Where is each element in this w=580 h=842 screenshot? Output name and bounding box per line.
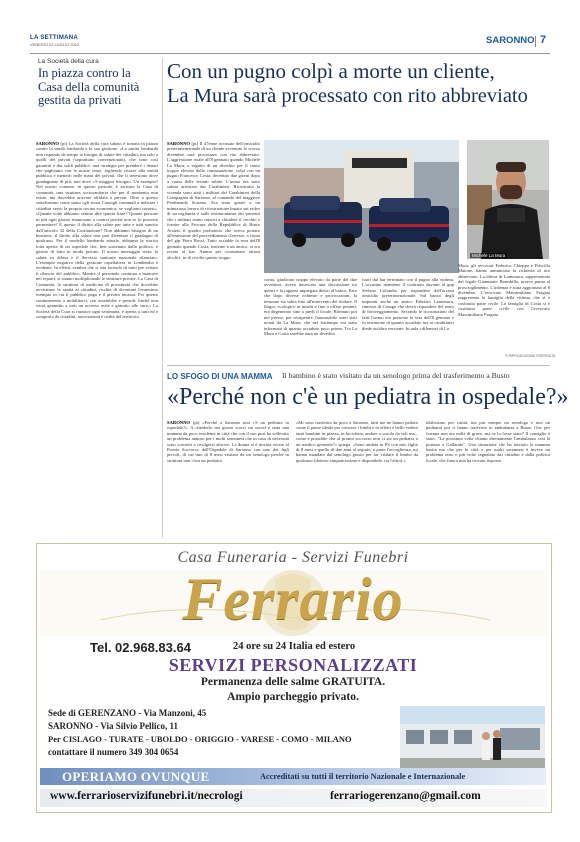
advert-email[interactable]: ferrariogerenzano@gmail.com [330, 790, 481, 802]
section-name: SARONNO [486, 35, 535, 46]
advert-phone[interactable]: Tel. 02.968.83.64 [90, 640, 191, 655]
carabinieri-photo [264, 140, 459, 273]
main-col4: Mura, gli avvocati Federico Chieppa e Priscilla Maione, hanno annunciato la richiesta di rito abbreviato. La difesa di Lamonaca, rappresentata dal legale Gianmario Brambilla, invece punta al proscioglimento. L'udienza è stata aggiornata al 6 dicembre. L'avvocato Massimiliano Fragata rappresenta la famiglia della vittima, che si è costituita parte civile. La famiglia di Costa si è costituita parte civile con l'avvocato Massimiliano Fragata. [458, 263, 550, 317]
side-body: «La sanità lombarda non risponde da tempo ai bisogni di salute dei cittadini, ma solo a quelli dei privati (soprattutto convenzionati), che sono così garantiti e dai soldi pubblici: una strategia per prendere i denari che paghiamo con le nostre tasse, togliendo risorse alla sanità pubblica e metterli nelle mani dei privati, che li investono dove guadagnano di più, non dove c'è maggior bisogno. Un esempio? Nel nostro comune, in questo periodo, è arrivata la Casa di comunità, una struttura sociosanitaria che per il momento non esiste, ma dovrebbe arrivare affidata a privati. Oltre a questo sottolineano come siano «gli stessi Consigli comunali a indicare i cittadini verso la propria rovina economica, se vogliono curarsi». «Quante volte abbiamo sentito dire questa frase? Quante persone in più ogni giorno rinunciano a curarsi perché non se lo possono permettere? E questo il diritto alla salute per tutte e tutti sancito dall'articolo 32 della Costituzione? Non abbiamo bisogno di un business: il diritto alla salute non può diventare il guadagno di qualcuno. Per il modello lombardo attuale, abbiamo la storica lotta aperta di un ospedale che, ben sostenuto dalla politica, è gestito di fatto in modo privato. Il nostro messaggio resta: la salute va difesa e il Servizio sanitario nazionale rilanciato. L'esempio negativo della gestione ospedaliera in Lombardia è evidente. In effetti, sembra che si stia facendo di tutto per evitare il rilancio del pubblico. Mentre il personale continua a mancare nei reparti, si stanno moltiplicando le strutture private. La Casa di Comunità, la struttura di medicina di prossimità che dovrebbe avvicinare la sanità ai cittadini, rischia di diventare l'ennesimo esempio in cui il pubblico paga e il privato incassa. Per questo continueremo a mobilitarci, con assemblee e presidi, finché non verrà garantito a tutti un accesso reale e gratuito alle cure.» La Società della Cura si riunisce ogni settimana, è aperta a tutti ed è composta da cittadini, associazioni e realtà del territorio. [36, 146, 158, 319]
main-dateline: SARONNO [167, 141, 190, 146]
pediatra-col3: tibilissimo per carità, ma pur sempre un senologo e non un pediatra) poi ci hanno trasferito in ambulanza a Busto. Ora, per fortuna non era nulla di grave, ma se lo fosse stato? Il consiglio è stato: "La prossima volta chiami direttamente l'ambulanza così la portano a Gallarate". Una situazione che ha lasciato la mamma basita ma che per la città e per molti saronnesi è invece un problema noto e più volte segnalato dai cittadini e dalla politica locale, che finora non ha trovato risposte. [426, 420, 550, 463]
side-kicker: La Società della cura [38, 58, 99, 65]
advert-services-title: SERVIZI PERSONALIZZATI [168, 655, 418, 675]
advert-services-line1: Permanenza delle salme GRATUITA. [200, 676, 386, 688]
side-title: In piazza contro la Casa della comunità gestita da privati [38, 66, 140, 107]
advert-heading: Casa Funeraria - Servizi Funebri [177, 549, 409, 566]
advert-accredited: Accreditati su tutti il territorio Nazionale e Internazionale [260, 772, 466, 781]
advert-address-gerenzano: Sede di GERENZANO - Via Manzoni, 45 [48, 708, 207, 718]
page-number: 7 [540, 34, 547, 46]
main-col2: conto, giudicato troppo elevato da parte del due avventori, aveva innescato una discussione tra questi e la ragazza impiegata dietro al banco. Pare che dopo diverse richieste e provocazioni, la tensione sia salita fino all'intervento del titolare. Il litigio, ecologico in insulti e fino a offese pesanti, era degenerato sino a piedi il locale. Ritenuto poi nel presso, per recuperare l'automobile sono stati notati da La Mura, che nel frattempo era stato informato di quanto accaduto poco prima. Tra La Mura e Costa sarebbe nata un diverbio [264, 277, 357, 337]
advert-phone-note: 24 ore su 24 Italia ed estero [233, 641, 356, 652]
ferrario-logo: Ferrario [182, 566, 404, 632]
side-dateline: SARONNO [36, 141, 59, 146]
advert-building-photo [400, 706, 545, 768]
main-col3: fuori dal bar terminato con il pugno alla vittima. L'accusato mantiene il contrasto davanti al gup Stefano Colombo per rispondere dell'accusa omicidio preterintenzionale. Sul banco degli imputati anche un amico Fabrizio Lamonaca, rimesso di Cusago che dovrà rispondere del reato di favoreggiamento. Secondo le ricostruzioni del fatti l'uomo era presente la sera dell'8 gennaio e fu testimone di quanto accaduto ma ai carabinieri diede un'altra versione. In aula i difensori di La [362, 277, 454, 331]
advert-website[interactable]: www.ferrarioservizifunebri.it/necrologi [50, 790, 243, 802]
pediatra-dateline: SARONNO [167, 420, 190, 425]
pediatra-col1 [167, 420, 289, 538]
portrait-caption: Michele La Mura [472, 253, 506, 258]
masthead-paper: LA SETTIMANA [30, 35, 79, 41]
pediatra-subtitle: Il bambino è stato visitato da un senologo prima del trasferimento a Busto [282, 371, 510, 380]
pediatra-col1-text: (pi) «Perché a Saronno non c'è un pediatra in ospedale?». A chiederlo nei giorni scorsi sui social è stata una mamma da poco residente in città che con il suo post ha sollevato un problema annoso per i molti saronnesi che in caso di necessità sono costretti a rivolgersi altrove. La donna si è dovuta recare al Pronto Soccorso dell'Ospedale di Saronno con uno dei figli piccoli, di cui uno di 8 mesi visitato da un senologo perché in struttura non c'era un pediatra. [167, 420, 289, 463]
pediatra-title: «Perché non c'è un pediatra in ospedale?» [167, 384, 569, 410]
pediatra-col2: «Mi sono trasferita da poco a Saronno, tutti me ne hanno parlato come il paese ideale per crescere i bimbi e in effetti è bello vedere tanti bambini in piazza, in bicicletta, andare a scuola da soli ma... come è possibile che al pronto soccorso non ci sia un pediatra o un medico generale?» spiega. «Sono andata in PS con mio figlio di 8 mesi e quello di due anni al seguito, a parte l'accoglienza, mi hanno mandato dal senologo giusto per far visitare il bimbo da qualcuno (dottore simpaticissimo e disponibile, tra l'altro).» [296, 420, 418, 463]
side-lead: (pi) La Società della cura sabato è tornata in piazza contro la sanità lombarda e la sua gestione. [36, 141, 158, 152]
side-article-body [36, 141, 158, 539]
advert-services-line2: Ampio parcheggio privato. [227, 691, 359, 703]
main-col1-text: (pi) Il 47enne accusato dell'omicidio preterintenzionale di un cliente avvenuto lo scorso dicembre sarà processato con rito abbreviato. L'aggressione risale all'8 gennaio quando Michele La Mura, a seguito di un diverbio per il conto troppo elevato della consumazione, colpì con un pugno Francesco Costa, deceduto due giorni dopo a causa delle lesioni subite. L'uomo era stato subito arrestato dai Carabinieri. Ricostruita la vicenda sono stati i militari dei Carabinieri della Compagnia di Saronno, al comando del maggiore Ferdinando Soriano. Era stato grazie a un minuzioso lavoro di ricostruzione basato sui video di sorveglianza e sulle testimonianze dei presenti che i militari erano riusciti a chiudere il cerchio e fornire alla Procura della Repubblica di Busto Arsizio il quadro probatorio che aveva portato all'emissione del provvedimento d'arresto, a firma del gip Piera Bossi. Tutto accadde la sera dell'8 gennaio quando Costa, insieme a un amico, si era recato al bar. Anima per consumare alcuni alcolici, in di rivolte questo troppo [167, 141, 260, 260]
portrait-photo [467, 140, 549, 259]
main-title-line2: La Mura sarà processato con rito abbreviato [167, 85, 528, 107]
main-title-line1: Con un pugno colpì a morte un cliente, [167, 59, 495, 83]
main-bottom-rule [167, 365, 550, 366]
main-col1 [167, 141, 260, 361]
side-column-rule [162, 58, 163, 538]
advert-operiamo: OPERIAMO OVUNQUE [62, 769, 210, 784]
advert-address-saronno: SARONNO - Via Silvio Pellico, 11 [48, 721, 179, 731]
main-credit: © RIPRODUZIONE RISERVATA [505, 354, 556, 358]
pediatra-kicker: LO SFOGO DI UNA MAMMA [167, 372, 273, 381]
section-divider [535, 36, 536, 47]
advert-contact: contattare il numero 349 304 0654 [48, 747, 179, 757]
advert-areas: Per CISLAGO - TURATE - UBOLDO - ORIGGIO - VARESE - COMO - MILANO [48, 734, 352, 744]
masthead-date: VENERDÌ 22 LUGLIO 2022 [30, 42, 80, 47]
masthead-rule [30, 53, 550, 54]
